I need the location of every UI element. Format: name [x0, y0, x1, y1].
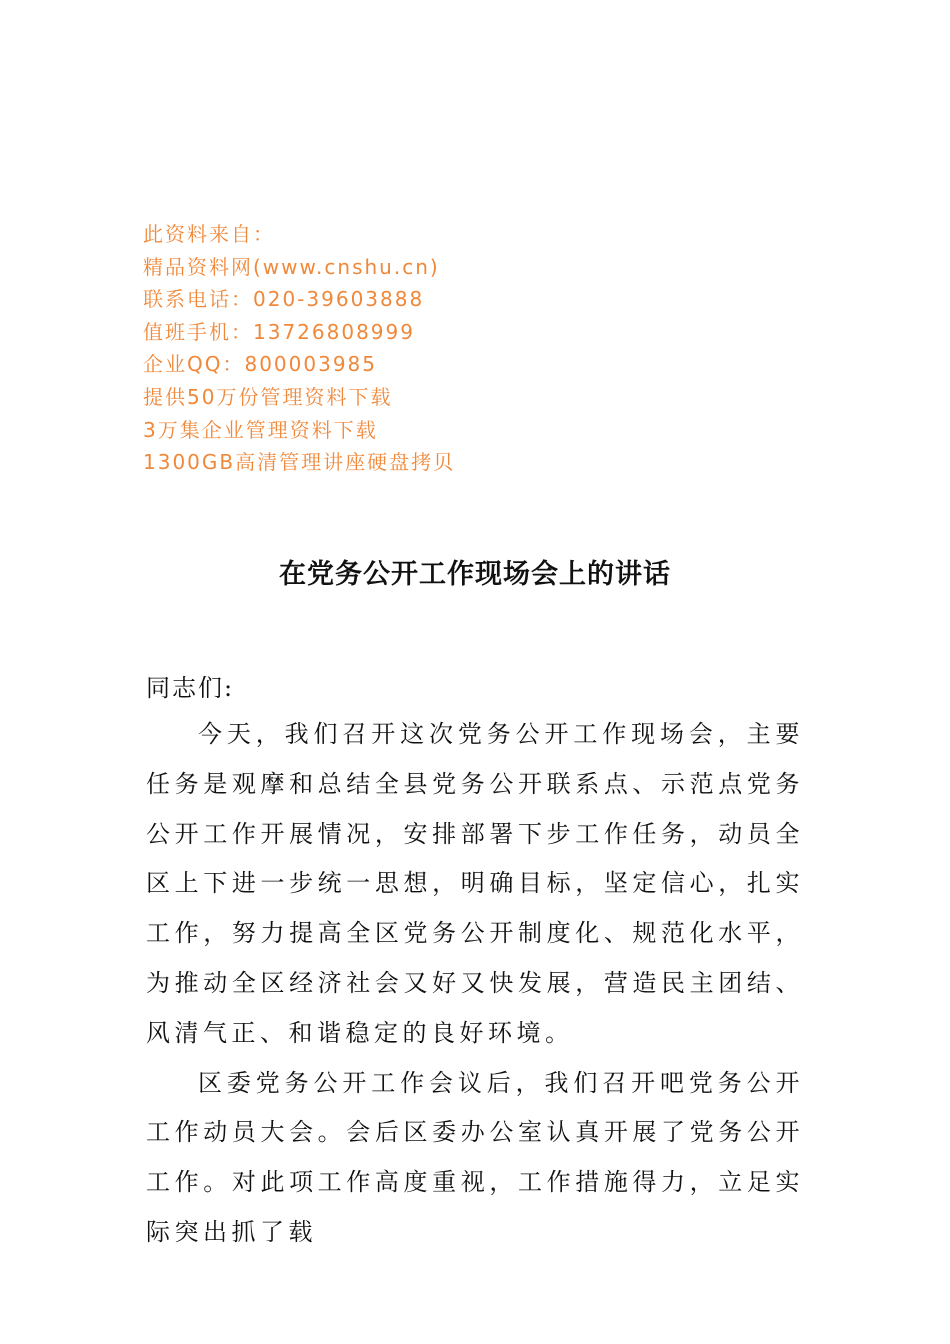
- source-line-qq: 企业QQ：800003985: [143, 352, 378, 377]
- salutation: 同志们:: [146, 674, 235, 702]
- body-paragraph: 区委党务公开工作会议后，我们召开吧党务公开工作动员大会。会后区委办公室认真开展了党务公开工作。对此项工作高度重视，工作措施得力，立足实际突出抓了载: [146, 1068, 804, 1246]
- body-paragraph: 今天，我们召开这次党务公开工作现场会，主要任务是观摩和总结全县党务公开联系点、示范点党务公开工作开展情况，安排部署下步工作任务，动员全区上下进一步统一思想，明确目标，坚定信心，扎实工作，努力提高全区党务公开制度化、规范化水平，为推动全区经济社会又好又快发展，营造民主团结、风清气正、和谐稳定的良好环境。: [146, 720, 804, 1047]
- document-title: 在党务公开工作现场会上的讲话: [279, 559, 671, 590]
- source-line-offer-videos: 3万集企业管理资料下载: [143, 417, 378, 442]
- source-line-website: 精品资料网(www.cnshu.cn): [143, 254, 440, 279]
- source-line-phone: 联系电话：020-39603888: [143, 287, 425, 312]
- source-line-offer-docs: 提供50万份管理资料下载: [143, 384, 393, 409]
- source-line-origin: 此资料来自：: [143, 222, 275, 246]
- source-info-block: [143, 218, 663, 479]
- source-line-mobile: 值班手机：13726808999: [143, 319, 415, 344]
- source-line-offer-lectures: 1300GB高清管理讲座硬盘拷贝: [143, 450, 456, 475]
- document-body: [146, 710, 804, 1258]
